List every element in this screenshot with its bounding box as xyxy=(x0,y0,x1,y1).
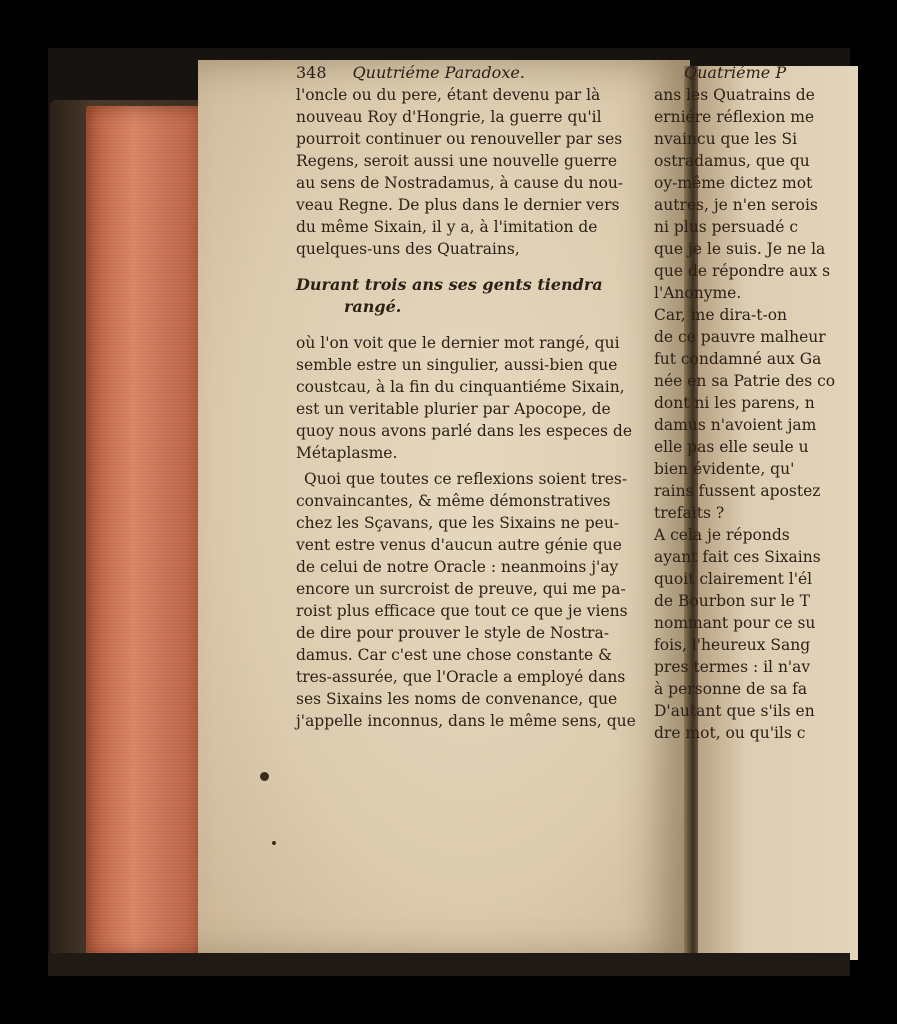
text-line: tres-assurée, que l'Oracle a employé dans xyxy=(296,668,626,686)
running-title: Quutriéme Paradoxe. xyxy=(352,63,525,82)
text-line: ayant fait ces Sixains xyxy=(654,548,821,566)
text-line: j'appelle inconnus, dans le même sens, que xyxy=(296,712,636,730)
text-line: de Bourbon sur le T xyxy=(654,592,810,610)
text-line: roist plus efficace que tout ce que je viens xyxy=(296,602,628,620)
verse-quote xyxy=(296,274,634,318)
text-line: Regens, seroit aussi une nouvelle guerre xyxy=(296,152,618,170)
text-line: au sens de Nostradamus, à cause du nou- xyxy=(296,174,624,192)
text-line: ostradamus, que qu xyxy=(654,152,810,170)
text-line: oy-même dictez mot xyxy=(654,174,813,192)
text-line: née en sa Patrie des co xyxy=(654,372,836,390)
text-line: à personne de sa fa xyxy=(654,680,808,698)
page-edges xyxy=(86,106,204,956)
text-line: damus n'avoient jam xyxy=(654,416,817,434)
text-line: autres, je n'en serois xyxy=(654,196,818,214)
text-line: de dire pour prouver le style de Nostra- xyxy=(296,624,609,642)
foxing-spot xyxy=(260,772,269,781)
text-line: damus. Car c'est une chose constante & xyxy=(296,646,612,664)
text-line: chez les Sçavans, que les Sixains ne peu- xyxy=(296,514,620,532)
text-line: que de répondre aux s xyxy=(654,262,831,280)
text-line: nommant pour ce su xyxy=(654,614,816,632)
text-line: nvaincu que les Si xyxy=(654,130,798,148)
text-line: Car, me dira-t-on xyxy=(654,306,788,324)
text-line: encore un surcroist de preuve, qui me pa- xyxy=(296,580,626,598)
text-line: nouveau Roy d'Hongrie, la guerre qu'il xyxy=(296,108,602,126)
text-line: coustcau, à la fin du cinquantiéme Sixain, xyxy=(296,378,625,396)
text-line: erniére réflexion me xyxy=(654,108,815,126)
text-line: convaincantes, & même démonstratives xyxy=(296,492,611,510)
right-page-text xyxy=(654,62,836,744)
left-page-text xyxy=(296,62,634,732)
verse-line: rangé. xyxy=(344,297,402,316)
bottom-shadow xyxy=(48,953,850,976)
text-line: ni plus persuadé c xyxy=(654,218,798,236)
text-line: quelques-uns des Quatrains, xyxy=(296,240,520,258)
text-line: fois, l'heureux Sang xyxy=(654,636,811,654)
paragraph-1 xyxy=(296,84,634,260)
text-line: où l'on voit que le dernier mot rangé, qui xyxy=(296,334,620,352)
text-line: ans les Quatrains de xyxy=(654,86,815,104)
text-line: de celui de notre Oracle : neanmoins j'ay xyxy=(296,558,619,576)
text-line: semble estre un singulier, aussi-bien que xyxy=(296,356,618,374)
text-line: fut condamné aux Ga xyxy=(654,350,822,368)
text-line: D'autant que s'ils en xyxy=(654,702,815,720)
verse-line: Durant trois ans ses gents tiendra xyxy=(296,275,603,294)
running-title-right: Quatriéme P xyxy=(684,63,787,82)
text-line: quoit clairement l'él xyxy=(654,570,813,588)
text-line: bien évidente, qu' xyxy=(654,460,795,478)
text-line: dont ni les parens, n xyxy=(654,394,815,412)
text-line: A cela je réponds xyxy=(654,526,790,544)
text-line: l'oncle ou du pere, étant devenu par là xyxy=(296,86,601,104)
text-line: veau Regne. De plus dans le dernier vers xyxy=(296,196,620,214)
text-line: ses Sixains les noms de convenance, que xyxy=(296,690,618,708)
paragraph-3 xyxy=(296,468,634,732)
foxing-spot xyxy=(272,841,276,845)
text-line: l'Anonyme. xyxy=(654,284,742,302)
page-number: 348 xyxy=(296,63,327,82)
paragraph-2 xyxy=(296,332,634,464)
text-line: est un veritable plurier par Apocope, de xyxy=(296,400,611,418)
text-line: elle pas elle seule u xyxy=(654,438,809,456)
text-line: dre mot, ou qu'ils c xyxy=(654,724,806,742)
text-line: du même Sixain, il y a, à l'imitation de xyxy=(296,218,598,236)
text-line: de ce pauvre malheur xyxy=(654,328,826,346)
text-line: trefaits ? xyxy=(654,504,725,522)
text-line: vent estre venus d'aucun autre génie que xyxy=(296,536,622,554)
text-line: rains fussent apostez xyxy=(654,482,821,500)
text-line: pres termes : il n'av xyxy=(654,658,811,676)
text-line: Métaplasme. xyxy=(296,444,398,462)
text-line: quoy nous avons parlé dans les especes de xyxy=(296,422,633,440)
text-line: que je le suis. Je ne la xyxy=(654,240,826,258)
text-line: pourroit continuer ou renouveller par ses xyxy=(296,130,623,148)
text-line: Quoi que toutes ce reflexions soient tres- xyxy=(304,470,628,488)
running-head xyxy=(296,62,634,84)
